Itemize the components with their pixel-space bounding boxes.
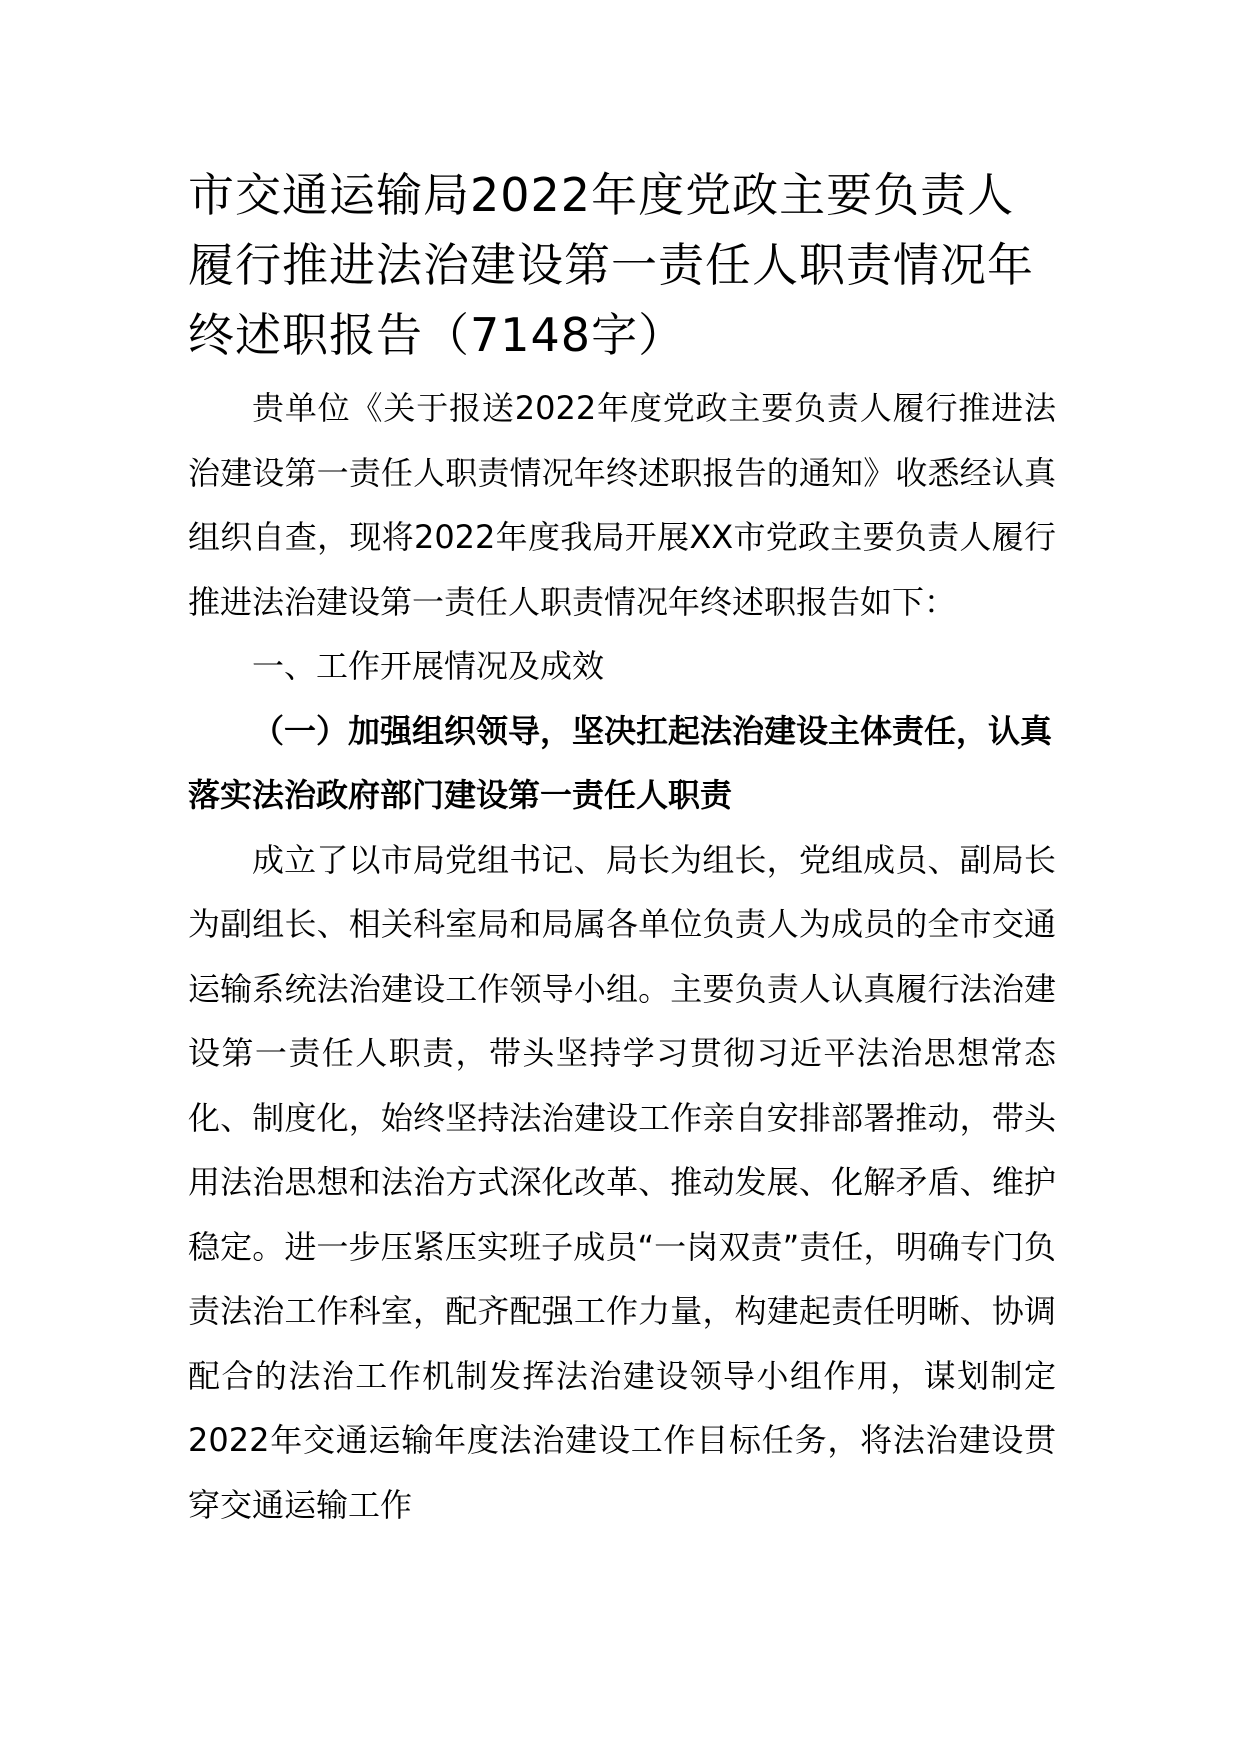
section-heading: 一、工作开展情况及成效	[252, 647, 605, 685]
document-body	[188, 160, 1056, 1537]
intro-paragraph: 贵单位《关于报送2022年度党政主要负责人履行推进法治建设第一责任人职责情况年终述职报告的通知》收悉经认真组织自查，现将2022年度我局开展XX市党政主要负责人履行推进法治建设第一责任人职责情况年终述职报告如下：	[188, 389, 1056, 621]
subsection-heading: （一）加强组织领导，坚决扛起法治建设主体责任，认真落实法治政府部门建设第一责任人职责	[188, 711, 1053, 814]
document-title: 市交通运输局2022年度党政主要负责人履行推进法治建设第一责任人职责情况年终述职报告（7148字）	[188, 168, 1034, 362]
body-paragraph: 成立了以市局党组书记、局长为组长，党组成员、副局长为副组长、相关科室局和局属各单位负责人为成员的全市交通运输系统法治建设工作领导小组。主要负责人认真履行法治建设第一责任人职责，带头坚持学习贯彻习近平法治思想常态化、制度化，始终坚持法治建设工作亲自安排部署推动，带头用法治思想和法治方式深化改革、推动发展、化解矛盾、维护稳定。进一步压紧压实班子成员“一岗双责”责任，明确专门负责法治工作科室，配齐配强工作力量，构建起责任明晰、协调配合的法治工作机制发挥法治建设领导小组作用，谋划制定2022年交通运输年度法治建设工作目标任务，将法治建设贯穿交通运输工作	[188, 840, 1056, 1524]
